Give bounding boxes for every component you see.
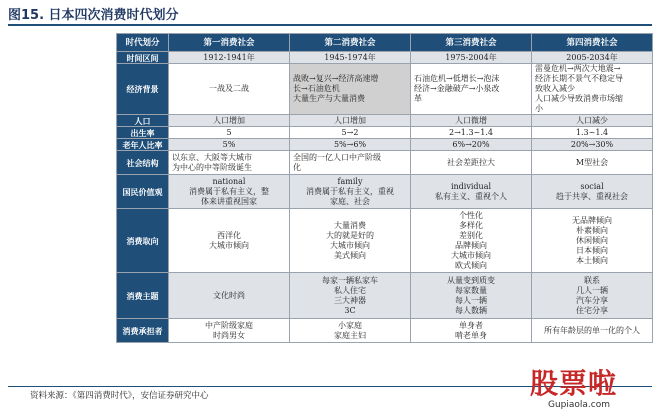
cell-line: 小 [535, 104, 543, 113]
table-row [117, 52, 653, 64]
cell-line: 大城市倾向 [451, 250, 491, 260]
table-cell [290, 319, 411, 343]
cell-line: 体来讲重视国家 [201, 196, 257, 206]
table-cell [290, 64, 411, 115]
cell-line: 三大神器 [334, 295, 366, 305]
cell-line: 社会差距拉大 [447, 157, 495, 167]
row-label: 消费主题 [117, 273, 169, 319]
cell-line: 个性化 [459, 210, 483, 220]
header-era-2: 第二消费社会 [290, 34, 411, 52]
table-cell [290, 175, 411, 209]
table-cell [290, 127, 411, 139]
table-cell [169, 127, 290, 139]
cell-line: 全国的一亿人口中产阶级 [293, 152, 381, 162]
table-cell [169, 319, 290, 343]
source-note: 资料来源：《第四消费时代》，安信证券研究中心 [30, 391, 209, 401]
cell-line: 从量变到质变 [447, 275, 495, 285]
cell-line: 经济→金融破产→小泉改 [414, 84, 500, 93]
cell-line: 私人住宅 [334, 285, 366, 295]
cell-line: 西洋化 [217, 230, 241, 240]
table-row [117, 139, 653, 151]
cell-line: 以东京、大阪等大城市 [172, 152, 252, 162]
cell-line: 战败→复兴→经济高速增 [293, 74, 379, 83]
cell-line: 所有年龄层的单一化的个人 [544, 325, 640, 335]
cell-line: family [337, 176, 363, 186]
header-era-3: 第三消费社会 [411, 34, 532, 52]
table-row [117, 127, 653, 139]
table-row [117, 175, 653, 209]
row-label: 社会结构 [117, 151, 169, 175]
header-era-4: 第四消费社会 [532, 34, 653, 52]
cell-line: 消费属于私有主义，整 [189, 186, 269, 196]
cell-line: 美式倾向 [334, 250, 366, 260]
table-cell [411, 151, 532, 175]
watermark-url: Gupiaola.com [548, 400, 611, 410]
header-row-label: 时代划分 [117, 34, 169, 52]
table-cell [290, 209, 411, 273]
cell-line: 大城市倾向 [209, 240, 249, 250]
cell-line: 家庭、社会 [330, 196, 370, 206]
cell-line: 家庭主妇 [334, 330, 366, 340]
table-row [117, 64, 653, 115]
cell-line: 大量消费 [334, 220, 366, 230]
header-row [117, 34, 653, 52]
cell-line: 单身者 [459, 320, 483, 330]
table-cell [169, 64, 290, 115]
table-cell [532, 209, 653, 273]
cell-line: 小家庭 [338, 320, 362, 330]
table-row [117, 319, 653, 343]
cell-line: 化 [293, 162, 301, 172]
table-cell [169, 209, 290, 273]
table-cell [290, 151, 411, 175]
table-row [117, 115, 653, 127]
cell-line: 人口微增 [455, 115, 487, 125]
cell-line: 1975-2004年 [445, 52, 497, 62]
cell-line: 一战及二战 [209, 84, 249, 93]
cell-line: M型社会 [575, 157, 609, 167]
cell-line: 大城市倾向 [330, 240, 370, 250]
table-cell [411, 175, 532, 209]
row-label: 经济背景 [117, 64, 169, 115]
consumption-era-table [116, 33, 653, 343]
row-label: 国民价值观 [117, 175, 169, 209]
cell-line: individual [450, 181, 492, 191]
cell-line: social [580, 181, 604, 191]
cell-line: 5%→6% [333, 139, 367, 149]
cell-line: 品牌倾向 [455, 240, 487, 250]
table-cell [169, 273, 290, 319]
cell-line: 啃老单身 [455, 330, 487, 340]
table-cell [290, 52, 411, 64]
cell-line: 人口增加 [213, 115, 245, 125]
cell-line: national [212, 176, 246, 186]
table-cell [532, 319, 653, 343]
title-divider [8, 24, 652, 26]
table-cell [290, 139, 411, 151]
cell-line: 私有主义、重视个人 [435, 191, 507, 201]
cell-line: 每家数量 [455, 285, 487, 295]
cell-line: 雷曼危机→两次大地震→ [535, 64, 621, 73]
cell-line: 2→1.3~1.4 [449, 127, 493, 137]
table-cell [532, 115, 653, 127]
table-cell [411, 139, 532, 151]
cell-line: 几人一辆 [576, 285, 608, 295]
cell-line: 人口增加 [334, 115, 366, 125]
cell-line: 文化时尚 [213, 290, 245, 300]
cell-line: 中产阶级家庭 [205, 320, 253, 330]
row-label: 老年人比率 [117, 139, 169, 151]
cell-line: 朴素倾向 [576, 225, 608, 235]
cell-line: 经济长期不景气不稳定导 [535, 74, 623, 83]
table-cell [532, 52, 653, 64]
cell-line: 趋于共享、重视社会 [556, 191, 628, 201]
cell-line: 6%→20% [452, 139, 490, 149]
table-cell [411, 273, 532, 319]
table-cell [532, 175, 653, 209]
cell-line: 2005-2034年 [566, 52, 618, 62]
cell-line: 每家一辆私家车 [322, 275, 378, 285]
figure-title: 图15. 日本四次消费时代划分 [8, 8, 179, 23]
cell-line: 1945-1974年 [324, 52, 376, 62]
table-cell [169, 52, 290, 64]
cell-line: 致收入减少 [535, 84, 575, 93]
table-cell [411, 52, 532, 64]
cell-line: 本土倾向 [576, 255, 608, 265]
cell-line: 1.3~1.4 [575, 127, 609, 137]
cell-line: 差别化 [459, 230, 483, 240]
cell-line: 大量生产与大量消费 [293, 94, 365, 103]
cell-line: 3C [344, 305, 356, 315]
table-cell [290, 273, 411, 319]
table-cell [532, 151, 653, 175]
cell-line: 住宅分享 [576, 305, 608, 315]
table-cell [532, 139, 653, 151]
cell-line: 大的就是好的 [326, 230, 374, 240]
table-cell [290, 115, 411, 127]
header-era-1: 第一消费社会 [169, 34, 290, 52]
cell-line: 日本倾向 [576, 245, 608, 255]
cell-line: 5→2 [341, 127, 359, 137]
table-cell [411, 209, 532, 273]
cell-line: 长→石油危机 [293, 84, 340, 93]
cell-line: 每人一辆 [455, 295, 487, 305]
cell-line: 联系 [584, 275, 600, 285]
table-cell [169, 175, 290, 209]
table-cell [411, 127, 532, 139]
cell-line: 多样化 [459, 220, 483, 230]
row-label: 消费承担者 [117, 319, 169, 343]
cell-line: 20%→30% [570, 139, 614, 149]
cell-line: 为中心的中等阶级诞生 [172, 162, 252, 172]
table-cell [169, 139, 290, 151]
cell-line: 5% [222, 139, 236, 149]
table-cell [532, 273, 653, 319]
cell-line: 石油危机→低增长→泡沫 [414, 74, 500, 83]
cell-line: 欧式倾向 [455, 260, 487, 270]
cell-line: 1912-1941年 [203, 52, 255, 62]
table-cell [532, 127, 653, 139]
cell-line: 汽车分享 [576, 295, 608, 305]
cell-line: 时尚男女 [213, 330, 245, 340]
row-label: 出生率 [117, 127, 169, 139]
table-row [117, 209, 653, 273]
cell-line: 每人数辆 [455, 305, 487, 315]
table-cell [169, 115, 290, 127]
cell-line: 无品牌倾向 [572, 215, 612, 225]
table-row [117, 273, 653, 319]
table-cell [411, 115, 532, 127]
cell-line: 人口减少导致消费市场缩 [535, 94, 623, 103]
table-row [117, 151, 653, 175]
cell-line: 休闲倾向 [576, 235, 608, 245]
row-label: 消费取向 [117, 209, 169, 273]
table-cell [169, 151, 290, 175]
cell-line: 革 [414, 94, 422, 103]
cell-line: 消费属于私有主义，重视 [306, 186, 394, 196]
row-label: 人口 [117, 115, 169, 127]
cell-line: 5 [226, 127, 232, 137]
table-cell [532, 64, 653, 115]
watermark-logo: 股票啦 [530, 367, 618, 400]
table-cell [411, 319, 532, 343]
table-cell [411, 64, 532, 115]
cell-line: 人口减少 [576, 115, 608, 125]
row-label: 时间区间 [117, 52, 169, 64]
